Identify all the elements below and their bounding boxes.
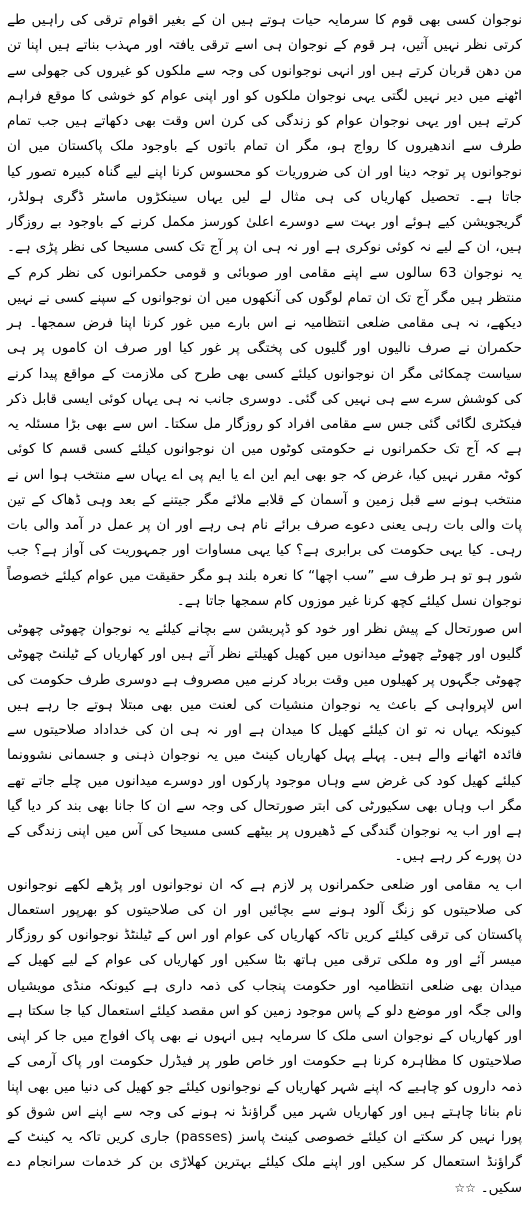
article-paragraph-3-text: اب یہ مقامی اور ضلعی حکمرانوں پر لازم ہے کہ ان نوجوانوں اور پڑھے لکھے نوجوانوں کی صلاحیتوں کو زنگ آلود ہونے سے بچائیں اور ان کی صلاحیتوں کو بھرپور استعمال پاکستان کی ترقی کیلئے کریں تاکہ کھاریاں کی عوام اور اس کے ٹیلنٹڈ نوجوانوں کو روزگار میسر آئے اور وہ ملکی ترقی میں ہاتھ بٹا سکیں اور کھاریاں کی عوام کے لیے کھیل کے میدان بھی ضلعی انتظامیہ اور حکومت پنجاب کی ذمہ داری ہے کیونکہ منڈی مویشیاں والی جگہ اور موضع دلو کے پاس موجود زمین کو اس مقصد کیلئے استعمال کیا جا سکتا ہے اور کھاریاں کے نوجوان اسی ملک کا سرمایہ ہیں انہوں نے بھی پاک افواج میں جا کر اپنی صلاحیتوں کا مظاہرہ کرنا ہے حکومت اور خاص طور پر فیڈرل حکومت اور پاک آرمی کے ذمہ داروں کو چاہیے کہ اپنے شہر کھاریاں کے نوجوانوں کیلئے جو کھیل کی دنیا میں بھی اپنا نام بنانا چاہتے ہیں اور کھاریاں شہر میں گراؤنڈ نہ ہونے کی وجہ سے اپنے اس شوق کو پورا نہیں کر سکتے ان کیلئے خصوصی کینٹ پاسز (passes) جاری کریں تاکہ یہ کینٹ کے گراؤنڈ استعمال کر سکیں اور اپنے ملک کیلئے بہترین کھلاڑی بن کر خدمات سرانجام دے سکیں۔ [7,876,522,1196]
article-paragraph-1: نوجوان کسی بھی قوم کا سرمایہ حیات ہوتے ہیں ان کے بغیر اقوام ترقی کی راہیں طے کرتی نظر نہیں آتیں، ہر قوم کے نوجوان ہی اسے ترقی یافتہ اور مہذب بناتے ہیں اپنا تن من دھن قربان کرتے ہیں اور انہی نوجوانوں کی وجہ سے ملکوں کو غیروں کی جھولی سے اٹھنے میں دیر نہیں لگتی یہی نوجوان ملکوں کو اور اپنی عوام کو خوشی کا موقع فراہم کرتے ہیں اور یہی نوجوان عوام کو زندگی کی کرن اس وقت بھی دکھاتے ہیں جب تمام طرف سے اندھیروں کا رواج ہو، مگر ان تمام باتوں کے باوجود ملک پاکستان میں ان نوجوانوں پر توجہ دینا اور ان کی ضروریات کو محسوس کرنا اپنے لیے گناہ کبیرہ تصور کیا جاتا ہے۔ تحصیل کھاریاں کی ہی مثال لے لیں یہاں سینکڑوں ماسٹر ڈگری ہولڈر، گریجویشن کیے ہوئے اور بہت سے دوسرے اعلیٰ کورسز مکمل کرنے کے باوجود بے روزگار ہیں، ان کے لیے نہ کوئی نوکری ہے اور نہ ہی ان پر آج تک کسی مسیحا کی نظر پڑی ہے۔ یہ نوجوان 63 سالوں سے اپنے مقامی اور صوبائی و قومی حکمرانوں کی نظر کرم کے منتظر ہیں مگر آج تک ان تمام لوگوں کی آنکھوں میں ان نوجوانوں کے سپنے کسی نے نہیں دیکھے، نہ ہی مقامی ضلعی انتظامیہ نے اس بارے میں غور کرنا اپنا فرض سمجھا۔ ہر حکمران نے صرف نالیوں اور گلیوں کی پختگی پر غور کیا اور صرف ان کاموں پر ہی سیاست چمکائی مگر ان نوجوانوں کیلئے کسی بھی طرح کی ملازمت کے مواقع پیدا کرنے کی کوشش سرے سے ہی نہیں کی گئی۔ دوسری جانب نہ ہی یہاں کوئی ایسی قابل ذکر فیکٹری لگائی گئی جس سے مقامی افراد کو روزگار مل سکتا۔ اس سے بھی بڑا مسئلہ یہ ہے کہ آج تک حکمرانوں نے حکومتی کوٹوں میں ان نوجوانوں کیلئے کسی قسم کا کوئی کوٹہ مقرر نہیں کیا، غرض کہ جو بھی ایم این اے یا ایم پی اے یہاں سے منتخب ہوا اس نے منتخب ہونے سے قبل زمین و آسمان کے قلابے ملائے مگر جیتنے کے بعد وہی ڈھاک کے تین پات والی بات رہی یعنی دعوے صرف برائے نام ہی رہے اور ان پر عمل در آمد والی بات رہی۔ کیا یہی حکومت کی برابری ہے؟ کیا یہی مساوات اور جمہوریت کی آواز ہے؟ جب شور ہو تو ہر طرف سے ”سب اچھا“ کا نعرہ بلند ہو مگر حقیقت میں عوام کیلئے خصوصاً نوجوان نسل کیلئے کچھ کرنا غیر موزوں کام سمجھا جاتا ہے۔ [7,12,522,609]
article-paragraph-3 [7,873,522,1201]
article-paragraph-2: اس صورتحال کے پیش نظر اور خود کو ڈپریشن سے بچانے کیلئے یہ نوجوان چھوٹی چھوٹی گلیوں اور چھوٹے چھوٹے میدانوں میں کھیل کھیلتے نظر آتے ہیں اور کھاریاں کے ٹیلنٹ چھوٹی چھوٹی جگہوں پر کھیلوں میں وقت برباد کرنے میں مصروف ہے دوسری طرف حکومت کی اس لاپرواہی کے باعث یہ نوجوان منشیات کی لعنت میں بھی مبتلا ہوتے جا رہے ہیں کیونکہ یہاں نہ تو ان کیلئے کھیل کا میدان ہے اور نہ ہی ان کی خداداد صلاحیتوں سے فائدہ اٹھانے والے ہیں۔ پہلے پہل کھاریاں کینٹ میں یہ نوجوان ذہنی و جسمانی نشوونما کیلئے کھیل کود کی غرض سے وہاں موجود پارکوں اور دوسرے میدانوں میں چلے جاتے تھے مگر اب وہاں بھی سکیورٹی کی ابتر صورتحال کی وجہ سے ان کا جانا بھی بند کر دیا گیا ہے اور اب یہ نوجوان گندگی کے ڈھیروں پر بیٹھے کسی مسیحا کی آس میں اپنی زندگی کے دن پورے کر رہے ہیں۔ [7,621,522,865]
end-mark-stars: ☆☆ [454,1180,476,1195]
